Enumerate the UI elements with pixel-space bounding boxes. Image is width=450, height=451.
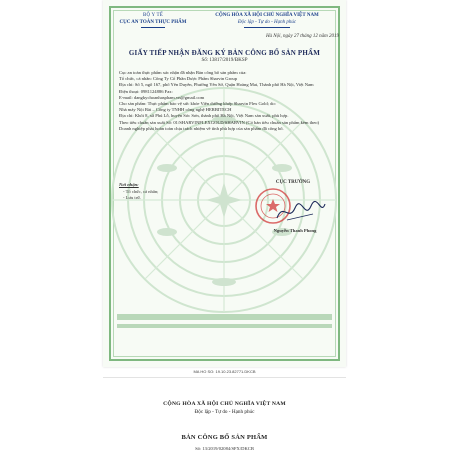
- page2-republic-name: CỘNG HÒA XÃ HỘI CHỦ NGHĨA VIỆT NAM: [163, 401, 286, 407]
- body-line: Tổ chức, cá nhân: Công Ty Cổ Phần Dược Phẩm Sharvin Group: [119, 76, 238, 82]
- recipients-list: [123, 189, 158, 201]
- header-rule: [141, 27, 165, 28]
- body-line: Cho sản phẩm: Thực phẩm bảo vệ sức khỏe Viên dưỡng khớp Sharvin Flex Gold; do:: [119, 101, 276, 107]
- issue-date: Hà Nội, ngày 27 tháng 12 năm 2019: [265, 34, 339, 39]
- national-motto: Độc lập - Tự do - Hạnh phúc: [237, 20, 297, 25]
- national-header: [197, 12, 337, 28]
- page2-number: Số: 13/2019/02084/SFX/DKCB: [195, 446, 254, 451]
- department-name: CỤC AN TOÀN THỰC PHẨM: [119, 20, 187, 25]
- header-rule: [244, 27, 290, 28]
- body-line: Cục an toàn thực phẩm xác nhận đã nhận Bản công bố sản phẩm của:: [119, 70, 247, 75]
- signer-name: Nguyễn Thanh Phong: [273, 228, 317, 233]
- issuer-header: [117, 12, 189, 28]
- body-line: Theo tiêu chuẩn sản xuất Số: 01/SHARVINFLEXGOLD/SHARVIN (Có bản tiêu chuẩn sản phẩm kèm theo): [119, 119, 320, 125]
- body-line: Điện thoại: 0981124886 Fax:: [119, 88, 173, 94]
- page2-motto: Độc lập - Tự do - Hạnh phúc: [194, 409, 255, 415]
- certificate-page: [103, 0, 346, 367]
- certificate-number: Số: 13817/2019/ĐKSP: [201, 58, 248, 63]
- signer-title: CỤC TRƯỞNG: [275, 180, 311, 185]
- ministry-name: BỘ Y TẾ: [142, 13, 164, 18]
- dossier-code: MA HO SO: 19.10.23.82771.DKCB: [193, 369, 256, 374]
- signature-icon: [273, 196, 329, 226]
- recipient-item: - Tổ chức, cá nhân;: [123, 189, 159, 194]
- body-line: Địa chỉ: Số 5, ngõ 167, phố Yên Duyên, Phường Yên Sở, Quận Hoàng Mai, Thành phố Hà Nội, Việt Nam: [119, 82, 314, 88]
- body-line: Địa chỉ: Khối 8, xã Phú Lỗ, huyện Sóc Sơn, thành phố Hà Nội, Việt Nam sản xuất, phù hợp.: [119, 113, 289, 119]
- page2-title: BẢN CÔNG BỐ SẢN PHẨM: [181, 434, 268, 441]
- recipient-item: - Lưu trữ.: [123, 195, 141, 200]
- certificate-title: GIẤY TIẾP NHẬN ĐĂNG KÝ BẢN CÔNG BỐ SẢN PHẨM: [128, 49, 321, 57]
- recipients-label: Nơi nhận:: [119, 182, 139, 187]
- body-line: Doanh nghiệp phải hoàn toàn chịu trách nhiệm về tính phù hợp của sản phẩm đã công bố.: [119, 125, 284, 131]
- body-line: E-mail: dangkychoanhaspham.vn@gmail.com: [119, 94, 205, 100]
- republic-name: CỘNG HÒA XÃ HỘI CHỦ NGHĨA VIỆT NAM: [215, 13, 319, 18]
- certificate-body: [119, 70, 331, 132]
- body-line: Nhà máy Nội Bài – Công ty TNHH công nghệ HERBITECH: [119, 107, 232, 113]
- page-separator: [103, 377, 346, 378]
